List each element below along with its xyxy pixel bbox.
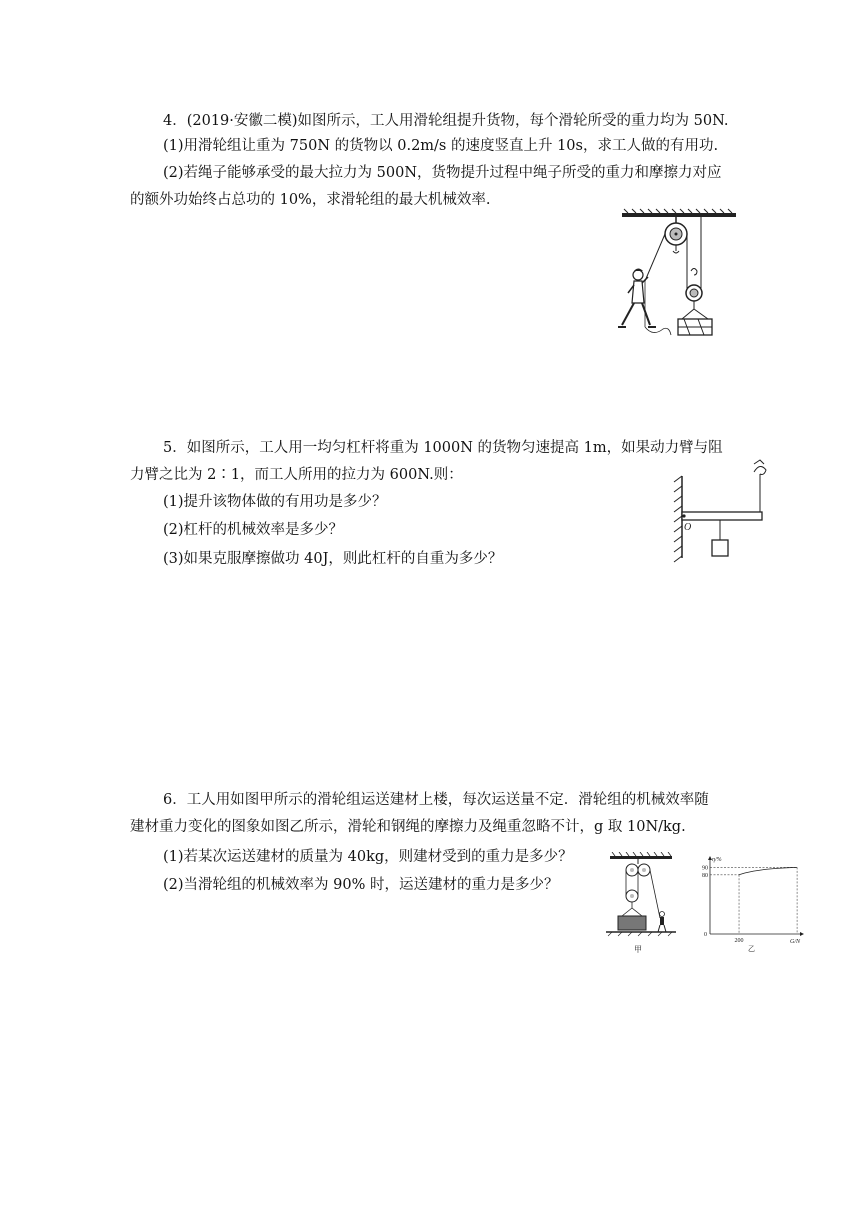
chart-series-line [739, 867, 797, 874]
q5-lever-figure [670, 456, 770, 566]
q5-subquestion-3: (3)如果克服摩擦做功 40J，则此杠杆的自重为多少？ [163, 551, 503, 567]
lever-pivot-label: O [684, 522, 692, 533]
q6-subquestion-2: (2)当滑轮组的机械效率为 90% 时，运送建材的重力是多少？ [163, 877, 559, 893]
q5-stem-line1: 5．如图所示，工人用一均匀杠杆将重为 1000N 的货物匀速提高 1m，如果动力臂与阻 [163, 440, 723, 456]
q4-subquestion-2-line1: (2)若绳子能够承受的最大拉力为 500N，货物提升过程中绳子所受的重力和摩擦力对应 [163, 165, 722, 181]
chart-x-tick-1: 200 [734, 938, 744, 944]
q5-subquestion-2: (2)杠杆的机械效率是多少？ [163, 522, 344, 538]
q6-figure-jia [604, 852, 680, 956]
q4-stem: 4．(2019·安徽二模)如图所示，工人用滑轮组提升货物，每个滑轮所受的重力均为 50N. [163, 113, 729, 129]
q5-stem-line2: 力臂之比为 2∶1，而工人所用的拉力为 600N.则： [130, 467, 463, 483]
chart-y-axis-label: η/% [712, 857, 722, 863]
q6-chart-yi [696, 852, 808, 956]
chart-x-axis-label: G/N [790, 939, 801, 945]
q4-subquestion-1: (1)用滑轮组让重为 750N 的货物以 0.2m/s 的速度竖直上升 10s，求工人做的有用功. [163, 138, 719, 154]
q6-subquestion-1: (1)若某次运送建材的质量为 40kg，则建材受到的重力是多少？ [163, 849, 573, 865]
q5-subquestion-1: (1)提升该物体做的有用功是多少？ [163, 494, 387, 510]
chart-y-tick-1: 90 [702, 865, 708, 872]
q4-pulley-figure [598, 207, 740, 345]
figure-jia-caption-text: 甲 [634, 945, 642, 954]
figure-yi-caption: 乙 [748, 945, 755, 953]
q6-stem-line2: 建材重力变化的图象如图乙所示，滑轮和钢绳的摩擦力及绳重忽略不计，g 取 10N/kg. [130, 819, 686, 835]
chart-x-tick-0: 0 [704, 932, 707, 938]
q6-stem-line1: 6．工人用如图甲所示的滑轮组运送建材上楼，每次运送量不定．滑轮组的机械效率随 [163, 792, 709, 808]
chart-y-tick-0: 80 [702, 872, 708, 879]
q4-subquestion-2-line2: 的额外功始终占总功的 10%，求滑轮组的最大机械效率. [130, 192, 491, 208]
